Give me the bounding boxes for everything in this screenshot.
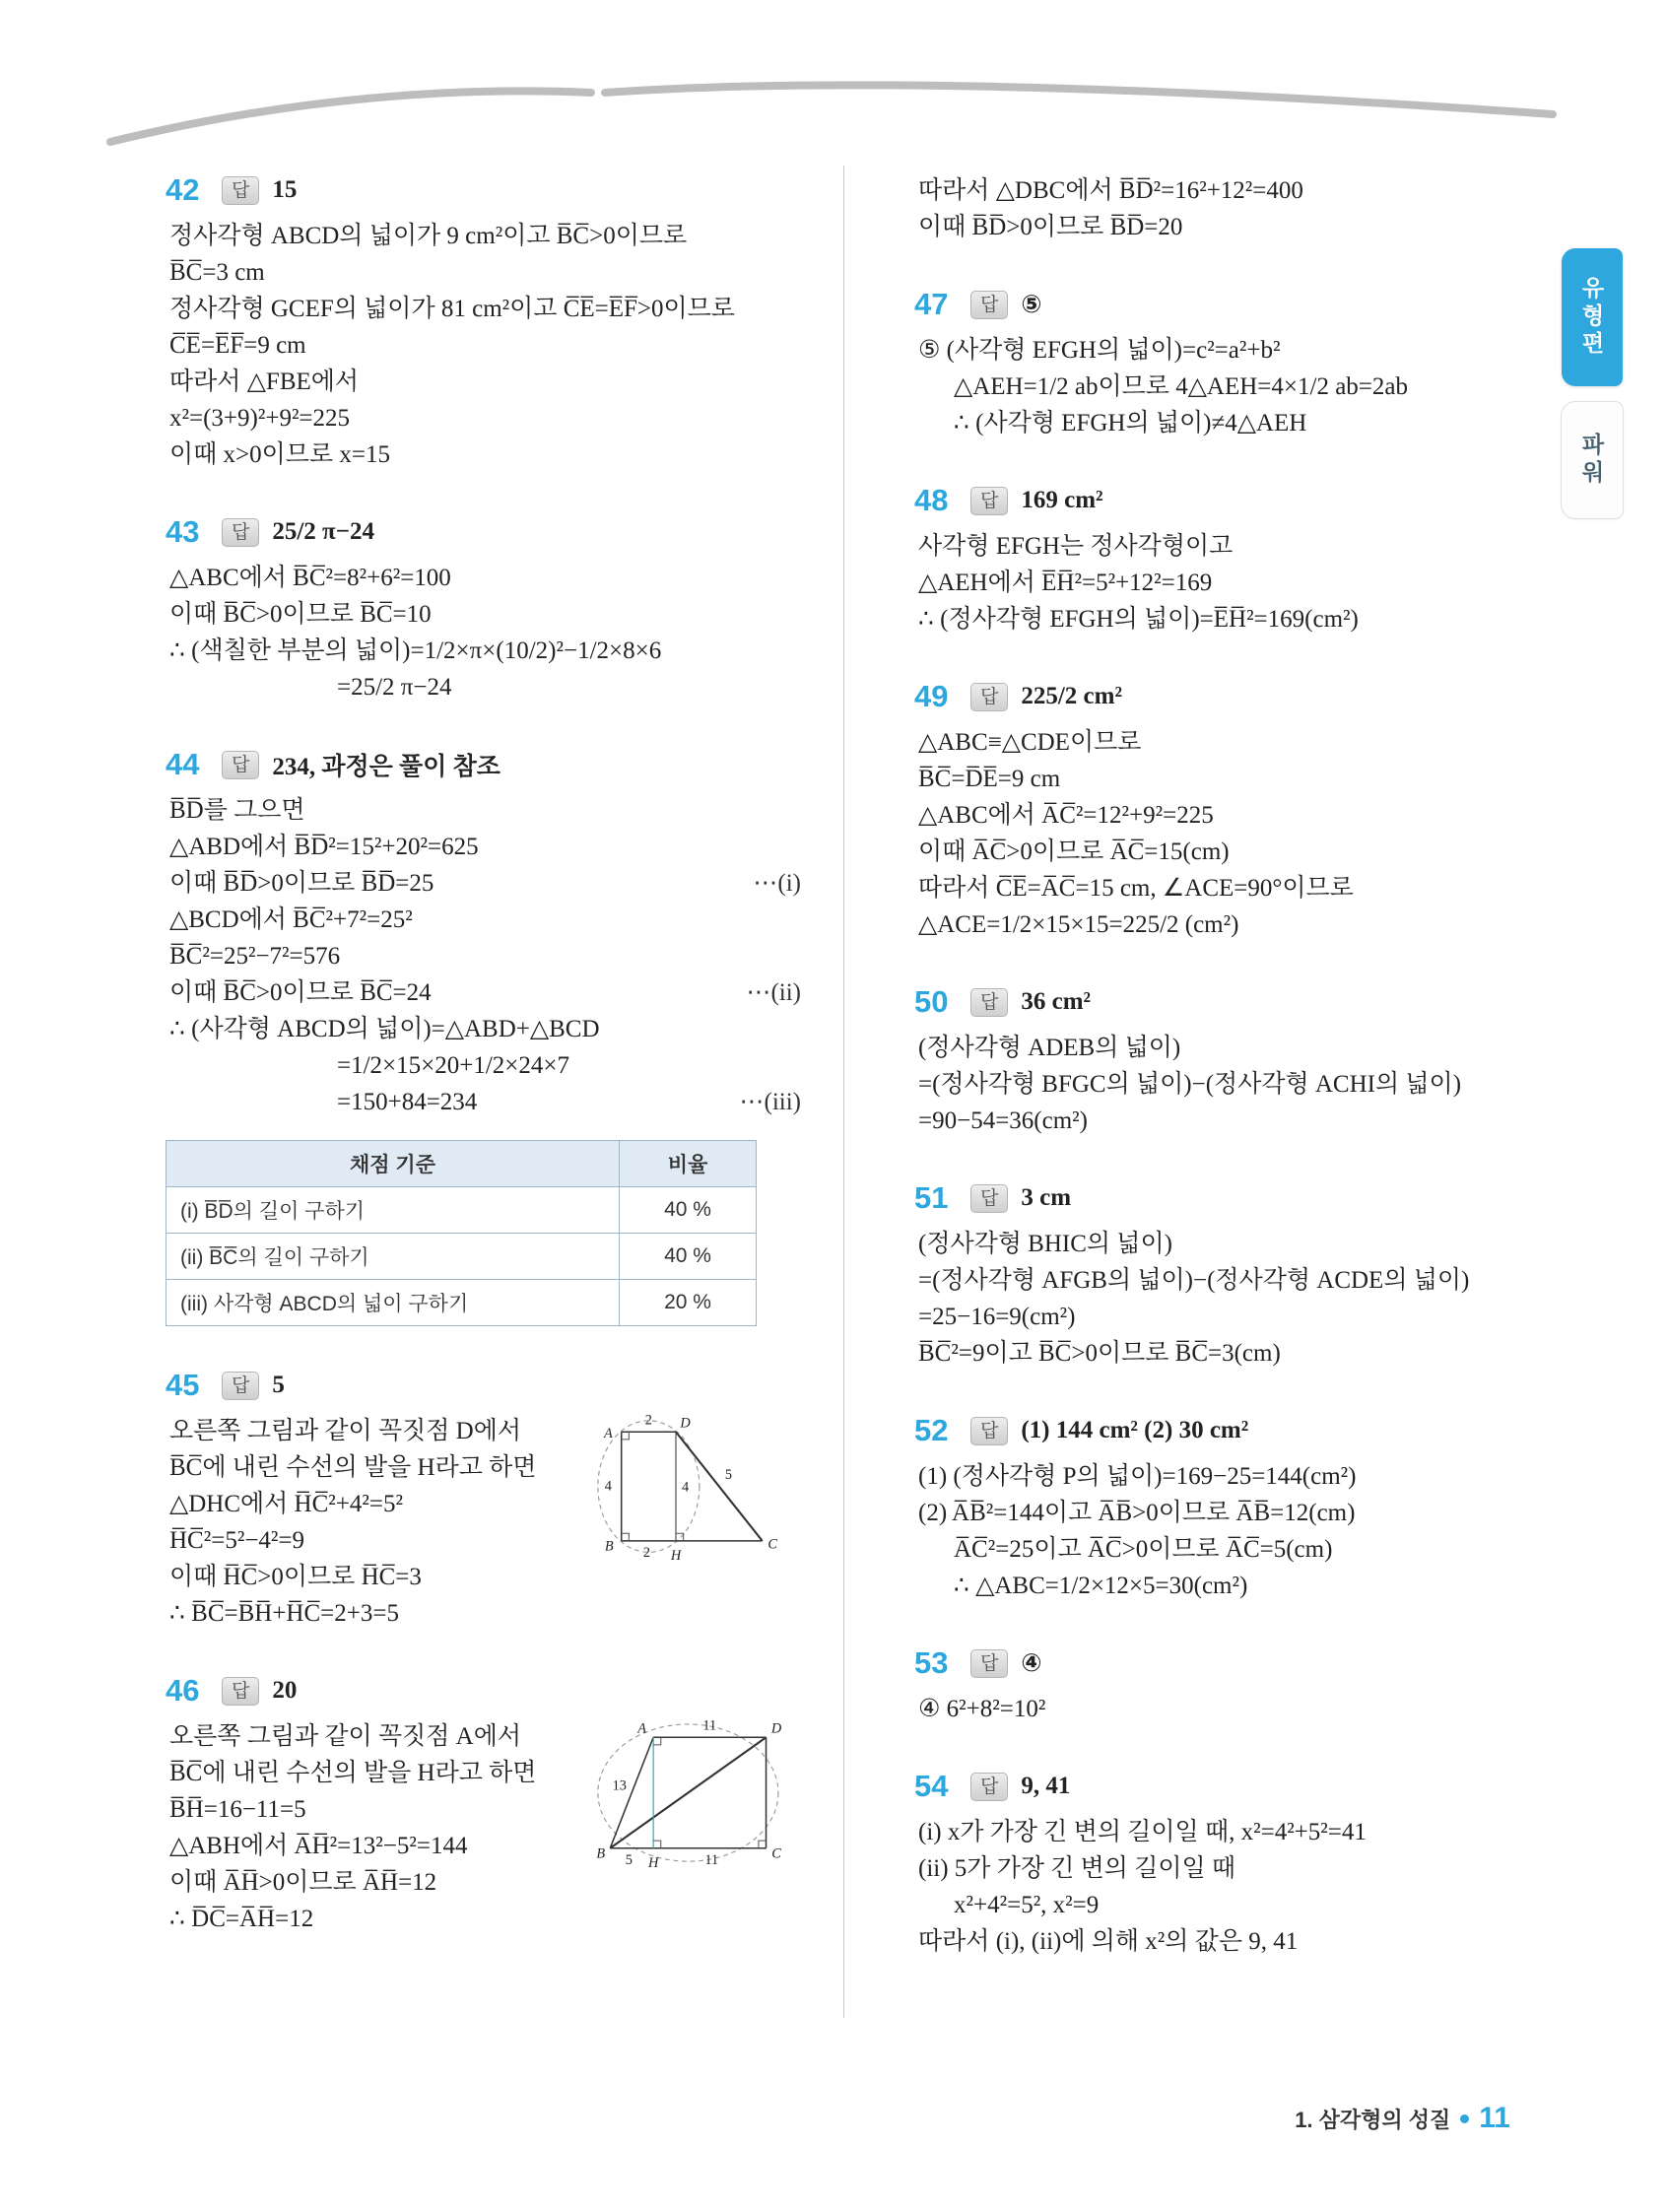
problem-header [914, 984, 1545, 1020]
solution-line [918, 565, 1545, 601]
solution-line [918, 1691, 1545, 1727]
vertex-label-B: B [596, 1845, 606, 1862]
solution-line [169, 1449, 593, 1486]
problem-header [166, 514, 801, 550]
answer-text: 20 [272, 1677, 298, 1704]
math-text: 이때 A̅H̅>0이므로 A̅H̅=12 [169, 1869, 437, 1896]
solution-line [918, 834, 1545, 870]
problem-number: 44 [166, 747, 200, 781]
step-marker: ⋯(i) [753, 870, 801, 897]
solution-line [918, 1103, 1545, 1139]
left-column [166, 172, 801, 1978]
solution-body [169, 792, 801, 1120]
solution-body [169, 1718, 593, 1937]
solution-line [169, 400, 801, 436]
solution-body [918, 1691, 1545, 1727]
math-text: (정사각형 ADEB의 넓이) [918, 1035, 1181, 1061]
problem-number: 52 [914, 1413, 949, 1447]
grading-criteria-table [166, 1140, 757, 1326]
math-text: 이때 B̅C̅>0이므로 B̅C̅=10 [169, 601, 432, 628]
answer-badge: 답 [970, 1417, 1008, 1445]
vertex-label-H: H [647, 1854, 659, 1871]
answer-text: 3 cm [1021, 1184, 1072, 1211]
solution-line [918, 1458, 1545, 1495]
side-tab-power-label: 파워 [1578, 433, 1605, 488]
solution-line [169, 1864, 593, 1901]
vertex-label-D: D [770, 1720, 782, 1737]
solution-line [169, 633, 801, 669]
math-text: (정사각형 BHIC의 넓이) [918, 1231, 1172, 1257]
math-text: ④ 6²+8²=10² [918, 1696, 1046, 1722]
problem-number: 46 [166, 1673, 200, 1708]
math-text: ∴ △ABC=1/2×12×5=30(cm²) [954, 1573, 1248, 1599]
math-text: 오른쪽 그림과 같이 꼭짓점 D에서 [169, 1418, 522, 1444]
solution-body [918, 528, 1545, 637]
math-text: 이때 B̅D̅>0이므로 B̅D̅=20 [918, 214, 1183, 240]
answer-badge: 답 [222, 1372, 259, 1400]
criterion-cell: (ii) B̅C̅의 길이 구하기 [167, 1234, 620, 1280]
problem-header [914, 483, 1545, 518]
solution-line [169, 669, 801, 705]
solution-body [918, 1030, 1545, 1139]
answer-text: ⑤ [1021, 292, 1042, 318]
problem-number: 42 [166, 172, 200, 207]
math-text: △ABH에서 A̅H̅²=13²−5²=144 [169, 1833, 468, 1859]
answer-badge: 답 [222, 176, 259, 205]
solution-line [169, 1901, 593, 1937]
math-text: △AEH에서 E̅H̅²=5²+12²=169 [918, 570, 1213, 596]
math-text: 사각형 EFGH는 정사각형이고 [918, 533, 1234, 560]
math-text: B̅C̅=D̅E̅=9 cm [918, 766, 1061, 792]
side-length-top: 2 [644, 1412, 652, 1429]
solution-line [169, 218, 801, 254]
figure-trapezoid-DHC [595, 1407, 797, 1589]
math-text: (2) A̅B̅²=144이고 A̅B̅>0이므로 A̅B̅=12(cm) [918, 1500, 1356, 1526]
ratio-cell: 40 % [620, 1187, 757, 1234]
problem-number: 45 [166, 1368, 200, 1402]
math-text: △ABC에서 A̅C̅²=12²+9²=225 [918, 802, 1214, 829]
solution-line [918, 1923, 1545, 1960]
solution-body [169, 218, 801, 473]
solution-line [918, 528, 1545, 565]
solution-line [918, 724, 1545, 761]
right-angle-mark [759, 1841, 767, 1848]
problem-45 [166, 1368, 801, 1632]
problem-header [914, 1180, 1545, 1216]
answer-text: ④ [1021, 1650, 1042, 1677]
answer-text: 5 [272, 1372, 285, 1398]
math-text: △ABC≡△CDE이므로 [918, 729, 1142, 756]
answer-badge: 답 [970, 1649, 1008, 1678]
right-angle-mark [622, 1432, 630, 1440]
math-text: 이때 A̅C̅>0이므로 A̅C̅=15(cm) [918, 838, 1230, 865]
solution-line [169, 1047, 801, 1084]
solution-line [918, 870, 1545, 906]
math-text: B̅H̅=16−11=5 [169, 1796, 306, 1823]
solution-line [918, 1495, 1545, 1531]
answer-text: (1) 144 cm² (2) 30 cm² [1021, 1417, 1249, 1443]
math-text: ∴ (색칠한 부분의 넓이)=1/2×π×(10/2)²−1/2×8×6 [169, 637, 662, 664]
math-text: 정사각형 GCEF의 넓이가 81 cm²이고 C̅E̅=E̅F̅>0이므로 [169, 296, 735, 322]
math-text: A̅C̅²=25이고 A̅C̅>0이므로 A̅C̅=5(cm) [954, 1536, 1333, 1563]
solution-line [169, 974, 801, 1011]
answer-text: 169 cm² [1021, 487, 1103, 513]
side-length-bottom: 2 [642, 1545, 651, 1562]
page-curl-decoration [0, 0, 1668, 168]
figure-edge [676, 1432, 763, 1541]
vertex-label-B: B [604, 1538, 614, 1555]
vertex-label-H: H [670, 1547, 682, 1564]
solution-line [918, 172, 1545, 209]
problem-46 [166, 1673, 801, 1937]
solution-line [918, 369, 1545, 405]
math-text: 따라서 C̅E̅=A̅C̅=15 cm, ∠ACE=90°이므로 [918, 875, 1354, 902]
solution-line [918, 797, 1545, 834]
math-text: ∴ B̅C̅=B̅H̅+H̅C̅=2+3=5 [169, 1600, 399, 1627]
solution-line [918, 1299, 1545, 1335]
solution-body [918, 1226, 1545, 1372]
answer-badge: 답 [970, 988, 1008, 1017]
math-text: B̅C̅=3 cm [169, 259, 265, 286]
math-text: B̅C̅²=25²−7²=576 [169, 943, 341, 970]
math-text: (i) x가 가장 긴 변의 길이일 때, x²=4²+5²=41 [918, 1819, 1367, 1845]
page-number: 11 [1479, 2102, 1510, 2134]
right-column [914, 172, 1545, 2001]
side-tab-power [1562, 402, 1623, 518]
solution-line [169, 938, 801, 974]
solution-line [169, 436, 801, 473]
solution-line [918, 761, 1545, 797]
math-text: ∴ (사각형 ABCD의 넓이)=△ABD+△BCD [169, 1016, 600, 1042]
solution-line [918, 1814, 1545, 1850]
solution-body [918, 172, 1545, 245]
answer-text: 234, 과정은 풀이 참조 [272, 754, 500, 780]
solution-line [918, 1568, 1545, 1604]
problem-43 [166, 514, 801, 705]
problem-header [914, 1413, 1545, 1448]
solution-line [169, 829, 801, 865]
answer-badge: 답 [970, 1773, 1008, 1801]
vertex-label-A: A [637, 1720, 647, 1737]
math-text: C̅E̅=E̅F̅=9 cm [169, 332, 306, 359]
solution-line [918, 1066, 1545, 1103]
answer-badge: 답 [970, 1184, 1008, 1213]
ratio-cell: 20 % [620, 1280, 757, 1326]
problem-49 [914, 679, 1545, 943]
solution-line [918, 1262, 1545, 1299]
math-text: △DHC에서 H̅C̅²+4²=5² [169, 1491, 403, 1517]
edge-tabs [1562, 248, 1623, 534]
side-length-top: 11 [702, 1717, 717, 1734]
solution-body [918, 332, 1545, 441]
right-angle-mark [653, 1737, 661, 1745]
problem-48 [914, 483, 1545, 637]
solution-line [169, 1486, 593, 1522]
math-text: △BCD에서 B̅C̅²+7²=25² [169, 906, 413, 933]
figure-edge [610, 1737, 766, 1848]
math-text: ⑤ (사각형 EFGH의 넓이)=c²=a²+b² [918, 337, 1281, 364]
vertex-label-A: A [603, 1426, 613, 1441]
table-header-cell: 채점 기준 [167, 1141, 620, 1187]
problem-number: 51 [914, 1180, 949, 1215]
math-text: =25−16=9(cm²) [918, 1304, 1076, 1330]
answer-text: 225/2 cm² [1021, 683, 1122, 709]
solution-line [169, 327, 801, 364]
problem-number: 47 [914, 287, 949, 321]
math-text: =90−54=36(cm²) [918, 1107, 1088, 1134]
figure-trapezoid-ABH [595, 1712, 797, 1895]
side-tab-series-label: 유형편 [1578, 276, 1605, 359]
vertex-label-C: C [771, 1845, 781, 1862]
solution-line [169, 792, 801, 829]
answer-badge: 답 [970, 487, 1008, 515]
solution-line [169, 902, 801, 938]
math-text: ∴ (사각형 EFGH의 넓이)≠4△AEH [954, 410, 1307, 436]
math-text: 따라서 (i), (ii)에 의해 x²의 값은 9, 41 [918, 1928, 1299, 1955]
problem-number: 48 [914, 483, 949, 517]
problem-header [166, 1673, 801, 1709]
problem-number: 50 [914, 984, 949, 1019]
answer-badge: 답 [222, 1677, 259, 1706]
problem-number: 54 [914, 1769, 949, 1803]
solution-line [918, 1030, 1545, 1066]
math-text: H̅C̅²=5²−4²=9 [169, 1527, 305, 1554]
side-length-bottom-left: 5 [625, 1852, 633, 1868]
answer-text: 9, 41 [1021, 1773, 1071, 1799]
side-length-left: 13 [612, 1777, 627, 1794]
solution-line [918, 332, 1545, 369]
right-angle-mark [622, 1533, 630, 1541]
table-row [167, 1280, 757, 1326]
math-text: B̅D̅를 그으면 [169, 797, 305, 824]
math-text: x²=(3+9)²+9²=225 [169, 405, 351, 432]
math-text: 정사각형 ABCD의 넓이가 9 cm²이고 B̅C̅>0이므로 [169, 223, 688, 249]
table-row [167, 1187, 757, 1234]
math-text: 따라서 △FBE에서 [169, 369, 360, 395]
solution-line [169, 1559, 593, 1595]
vertex-label-C: C [767, 1536, 777, 1553]
math-text: ∴ D̅C̅=A̅H̅=12 [169, 1906, 314, 1932]
solution-line [918, 1887, 1545, 1923]
solution-line [169, 291, 801, 327]
math-text: 오른쪽 그림과 같이 꼭짓점 A에서 [169, 1723, 522, 1750]
math-text: 따라서 △DBC에서 B̅D̅²=16²+12²=400 [918, 177, 1303, 204]
solution-continuation [914, 172, 1545, 245]
table-header-cell: 비율 [620, 1141, 757, 1187]
solution-line [918, 405, 1545, 441]
math-text: =1/2×15×20+1/2×24×7 [337, 1052, 569, 1079]
math-text: B̅C̅에 내린 수선의 발을 H라고 하면 [169, 1760, 537, 1786]
side-length-hyp: 5 [724, 1466, 732, 1483]
table-header-row [167, 1141, 757, 1187]
criterion-cell: (iii) 사각형 ABCD의 넓이 구하기 [167, 1280, 620, 1326]
problem-44 [166, 747, 801, 1326]
solution-line [169, 596, 801, 633]
solution-line [169, 1718, 593, 1755]
solution-line [918, 1531, 1545, 1568]
right-angle-mark [676, 1533, 684, 1541]
math-text: B̅C̅에 내린 수선의 발을 H라고 하면 [169, 1454, 537, 1481]
math-text: =25/2 π−24 [337, 674, 452, 701]
problem-header [166, 1368, 801, 1403]
solution-line [918, 209, 1545, 245]
footer-section-title: 1. 삼각형의 성질 [1295, 2107, 1451, 2132]
step-marker: ⋯(ii) [746, 979, 801, 1006]
answer-badge: 답 [970, 683, 1008, 711]
solution-line [169, 1755, 593, 1791]
answer-badge: 답 [222, 751, 259, 779]
problem-header [166, 172, 801, 208]
math-text: (1) (정사각형 P의 넓이)=169−25=144(cm²) [918, 1463, 1357, 1490]
problem-header [166, 747, 801, 782]
solution-line [169, 1522, 593, 1559]
problem-header [914, 679, 1545, 714]
solution-line [169, 560, 801, 596]
answer-text: 15 [272, 176, 298, 203]
solution-line [169, 1791, 593, 1828]
problem-number: 49 [914, 679, 949, 713]
math-text: 이때 B̅D̅>0이므로 B̅D̅=25 [169, 870, 434, 897]
solution-body [918, 1458, 1545, 1604]
math-text: B̅C̅²=9이고 B̅C̅>0이므로 B̅C̅=3(cm) [918, 1340, 1281, 1367]
problem-54 [914, 1769, 1545, 1960]
page-footer [1295, 2102, 1510, 2135]
problem-number: 53 [914, 1645, 949, 1680]
side-length-left: 4 [604, 1478, 612, 1495]
problem-number: 43 [166, 514, 200, 549]
problem-52 [914, 1413, 1545, 1604]
math-text: △ACE=1/2×15×15=225/2 (cm²) [918, 911, 1239, 938]
column-divider [843, 166, 844, 2018]
problem-header [914, 1645, 1545, 1681]
solution-line [169, 364, 801, 400]
criterion-cell: (i) B̅D̅의 길이 구하기 [167, 1187, 620, 1234]
math-text: =(정사각형 BFGC의 넓이)−(정사각형 ACHI의 넓이) [918, 1071, 1462, 1098]
side-length-mid: 4 [681, 1479, 690, 1496]
solution-line [918, 906, 1545, 943]
solution-line [918, 1335, 1545, 1372]
answer-badge: 답 [222, 518, 259, 547]
problem-51 [914, 1180, 1545, 1372]
solution-line [169, 1084, 801, 1120]
math-text: ∴ (정사각형 EFGH의 넓이)=E̅H̅²=169(cm²) [918, 606, 1359, 633]
solution-line [169, 1595, 593, 1632]
math-text: =150+84=234 [337, 1089, 478, 1115]
footer-bullet-icon [1460, 2114, 1469, 2123]
answer-text: 25/2 π−24 [272, 518, 374, 545]
math-text: △ABC에서 B̅C̅²=8²+6²=100 [169, 565, 451, 591]
math-text: x²+4²=5², x²=9 [954, 1892, 1100, 1918]
solution-line [918, 601, 1545, 637]
solution-line [169, 1828, 593, 1864]
step-marker: ⋯(iii) [739, 1089, 801, 1115]
math-text: 이때 H̅C̅>0이므로 H̅C̅=3 [169, 1564, 422, 1590]
solution-line [169, 254, 801, 291]
ratio-cell: 40 % [620, 1234, 757, 1280]
problem-50 [914, 984, 1545, 1139]
math-text: △AEH=1/2 ab이므로 4△AEH=4×1/2 ab=2ab [954, 373, 1408, 400]
side-tab-series [1562, 248, 1623, 386]
solution-line [169, 1011, 801, 1047]
answer-text: 36 cm² [1021, 988, 1092, 1015]
solution-body [918, 1814, 1545, 1960]
side-length-bottom-right: 11 [704, 1852, 719, 1868]
problem-header [914, 1769, 1545, 1804]
solution-line [918, 1850, 1545, 1887]
math-text: △ABD에서 B̅D̅²=15²+20²=625 [169, 834, 479, 860]
vertex-label-D: D [680, 1415, 691, 1432]
solution-body [169, 1413, 593, 1632]
math-text: (ii) 5가 가장 긴 변의 길이일 때 [918, 1855, 1236, 1882]
right-angle-mark [653, 1841, 661, 1848]
problem-53 [914, 1645, 1545, 1727]
problem-42 [166, 172, 801, 473]
math-text: 이때 x>0이므로 x=15 [169, 441, 390, 468]
solution-body [918, 724, 1545, 943]
solution-line [169, 865, 801, 902]
answer-badge: 답 [970, 291, 1008, 319]
solution-line [918, 1226, 1545, 1262]
table-row [167, 1234, 757, 1280]
solution-line [169, 1413, 593, 1449]
math-text: =(정사각형 AFGB의 넓이)−(정사각형 ACDE의 넓이) [918, 1267, 1470, 1294]
math-text: 이때 B̅C̅>0이므로 B̅C̅=24 [169, 979, 432, 1006]
problem-header [914, 287, 1545, 322]
solution-body [169, 560, 801, 705]
problem-47 [914, 287, 1545, 441]
